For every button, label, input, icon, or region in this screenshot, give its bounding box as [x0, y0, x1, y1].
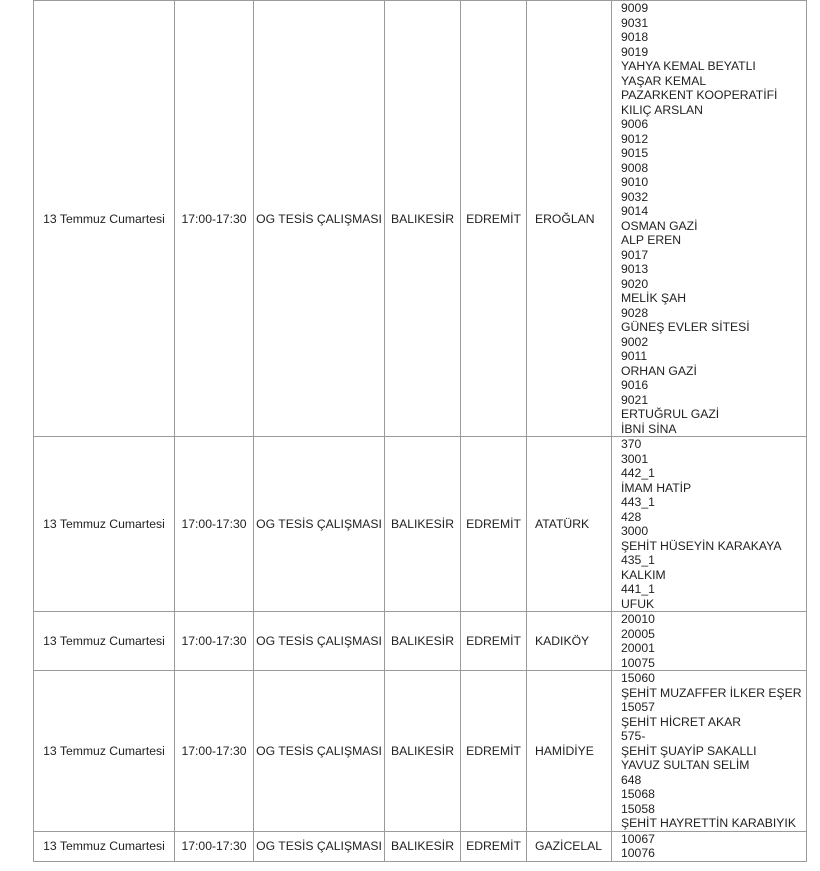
street-item: ŞEHİT MUZAFFER İLKER EŞER — [621, 685, 802, 700]
date-cell: 13 Temmuz Cumartesi — [34, 671, 175, 832]
table-row — [34, 1, 807, 437]
date-cell: 13 Temmuz Cumartesi — [34, 437, 175, 612]
street-item: 9028 — [621, 305, 649, 320]
street-item: 10076 — [621, 846, 655, 860]
neighborhood-cell: ATATÜRK — [527, 437, 612, 612]
street-item: ERTUĞRUL GAZİ — [621, 407, 720, 421]
street-item: 9019 — [621, 44, 649, 59]
street-item: 20005 — [621, 626, 655, 641]
neighborhood-cell: HAMİDİYE — [527, 671, 612, 832]
street-item: 9013 — [621, 262, 649, 276]
street-item: 9016 — [621, 378, 649, 392]
table-row — [34, 831, 807, 861]
street-item: MELİK ŞAH — [621, 291, 687, 305]
date-cell: 13 Temmuz Cumartesi — [34, 1, 175, 437]
street-item: ŞEHİT HAYRETTİN KARABIYIK — [621, 816, 796, 830]
table-row — [34, 671, 807, 832]
street-item: 435_1 — [621, 553, 655, 567]
street-item: 15060 — [621, 671, 655, 685]
street-item: 9008 — [621, 160, 649, 175]
work-type-cell: OG TESİS ÇALIŞMASI — [254, 671, 385, 832]
city-cell: BALIKESİR — [385, 612, 461, 671]
street-item: OSMAN GAZİ — [621, 218, 698, 233]
street-item: 10075 — [621, 655, 655, 670]
street-item: 9014 — [621, 204, 649, 218]
city-cell: BALIKESİR — [385, 831, 461, 861]
work-type-cell: OG TESİS ÇALIŞMASI — [254, 1, 385, 437]
street-item: YAVUZ SULTAN SELİM — [621, 758, 750, 772]
district-cell: EDREMİT — [461, 831, 527, 861]
street-item: 9015 — [621, 146, 649, 160]
neighborhood-cell: GAZİCELAL — [527, 831, 612, 861]
street-item: 9002 — [621, 334, 649, 349]
street-item: 428 — [621, 509, 642, 524]
city-cell: BALIKESİR — [385, 437, 461, 612]
street-item: 9006 — [621, 117, 649, 131]
streets-cell — [612, 437, 807, 612]
street-item: 9012 — [621, 131, 649, 146]
streets-cell — [612, 831, 807, 861]
street-item: ŞEHİT ŞUAYİP SAKALLI — [621, 743, 757, 758]
street-item: 648 — [621, 772, 642, 787]
street-item: İBNİ SİNA — [621, 421, 677, 436]
district-cell: EDREMİT — [461, 612, 527, 671]
street-item: ALP EREN — [621, 233, 682, 247]
street-item: 443_1 — [621, 495, 655, 509]
street-item: 9017 — [621, 247, 649, 262]
street-item: 10067 — [621, 831, 655, 846]
street-item: ŞEHİT HİCRET AKAR — [621, 714, 742, 729]
street-item: PAZARKENT KOOPERATİFİ — [621, 88, 778, 102]
work-type-cell: OG TESİS ÇALIŞMASI — [254, 612, 385, 671]
street-item: 15057 — [621, 700, 655, 714]
date-cell: 13 Temmuz Cumartesi — [34, 612, 175, 671]
streets-cell — [612, 1, 807, 437]
street-item: 3000 — [621, 524, 649, 538]
time-cell: 17:00-17:30 — [175, 671, 254, 832]
date-cell: 13 Temmuz Cumartesi — [34, 831, 175, 861]
street-item: ORHAN GAZİ — [621, 363, 697, 378]
street-item: İMAM HATİP — [621, 480, 692, 495]
table-row — [34, 612, 807, 671]
street-item: YAŞAR KEMAL — [621, 73, 707, 88]
street-item: 15058 — [621, 801, 655, 816]
time-cell: 17:00-17:30 — [175, 612, 254, 671]
street-item: 9009 — [621, 1, 649, 15]
district-cell: EDREMİT — [461, 437, 527, 612]
street-item: 441_1 — [621, 582, 655, 596]
street-item: GÜNEŞ EVLER SİTESİ — [621, 320, 750, 334]
street-item: 9031 — [621, 15, 649, 30]
work-type-cell: OG TESİS ÇALIŞMASI — [254, 437, 385, 612]
time-cell: 17:00-17:30 — [175, 831, 254, 861]
street-item: YAHYA KEMAL BEYATLI — [621, 59, 756, 73]
street-item: 9021 — [621, 392, 649, 407]
time-cell: 17:00-17:30 — [175, 437, 254, 612]
street-item: 9020 — [621, 276, 649, 291]
street-item: 3001 — [621, 451, 649, 466]
table-row — [34, 437, 807, 612]
city-cell: BALIKESİR — [385, 671, 461, 832]
outage-table — [33, 0, 807, 862]
streets-cell — [612, 612, 807, 671]
streets-cell — [612, 671, 807, 832]
street-item: 20010 — [621, 612, 655, 626]
street-item: 370 — [621, 437, 642, 451]
street-item: 442_1 — [621, 466, 655, 480]
street-item: 15068 — [621, 787, 655, 801]
work-type-cell: OG TESİS ÇALIŞMASI — [254, 831, 385, 861]
outage-table-body — [34, 1, 807, 862]
street-item: ŞEHİT HÜSEYİN KARAKAYA — [621, 538, 782, 553]
street-item: 9018 — [621, 30, 649, 44]
neighborhood-cell: KADIKÖY — [527, 612, 612, 671]
street-item: KALKIM — [621, 567, 666, 582]
street-item: 575- — [621, 729, 646, 743]
street-item: 9010 — [621, 175, 649, 189]
street-item: 9032 — [621, 189, 649, 204]
time-cell: 17:00-17:30 — [175, 1, 254, 437]
street-item: 20001 — [621, 641, 655, 655]
city-cell: BALIKESİR — [385, 1, 461, 437]
neighborhood-cell: EROĞLAN — [527, 1, 612, 437]
street-item: KILIÇ ARSLAN — [621, 102, 703, 117]
street-item: 9011 — [621, 349, 648, 363]
district-cell: EDREMİT — [461, 671, 527, 832]
district-cell: EDREMİT — [461, 1, 527, 437]
street-item: UFUK — [621, 596, 655, 611]
